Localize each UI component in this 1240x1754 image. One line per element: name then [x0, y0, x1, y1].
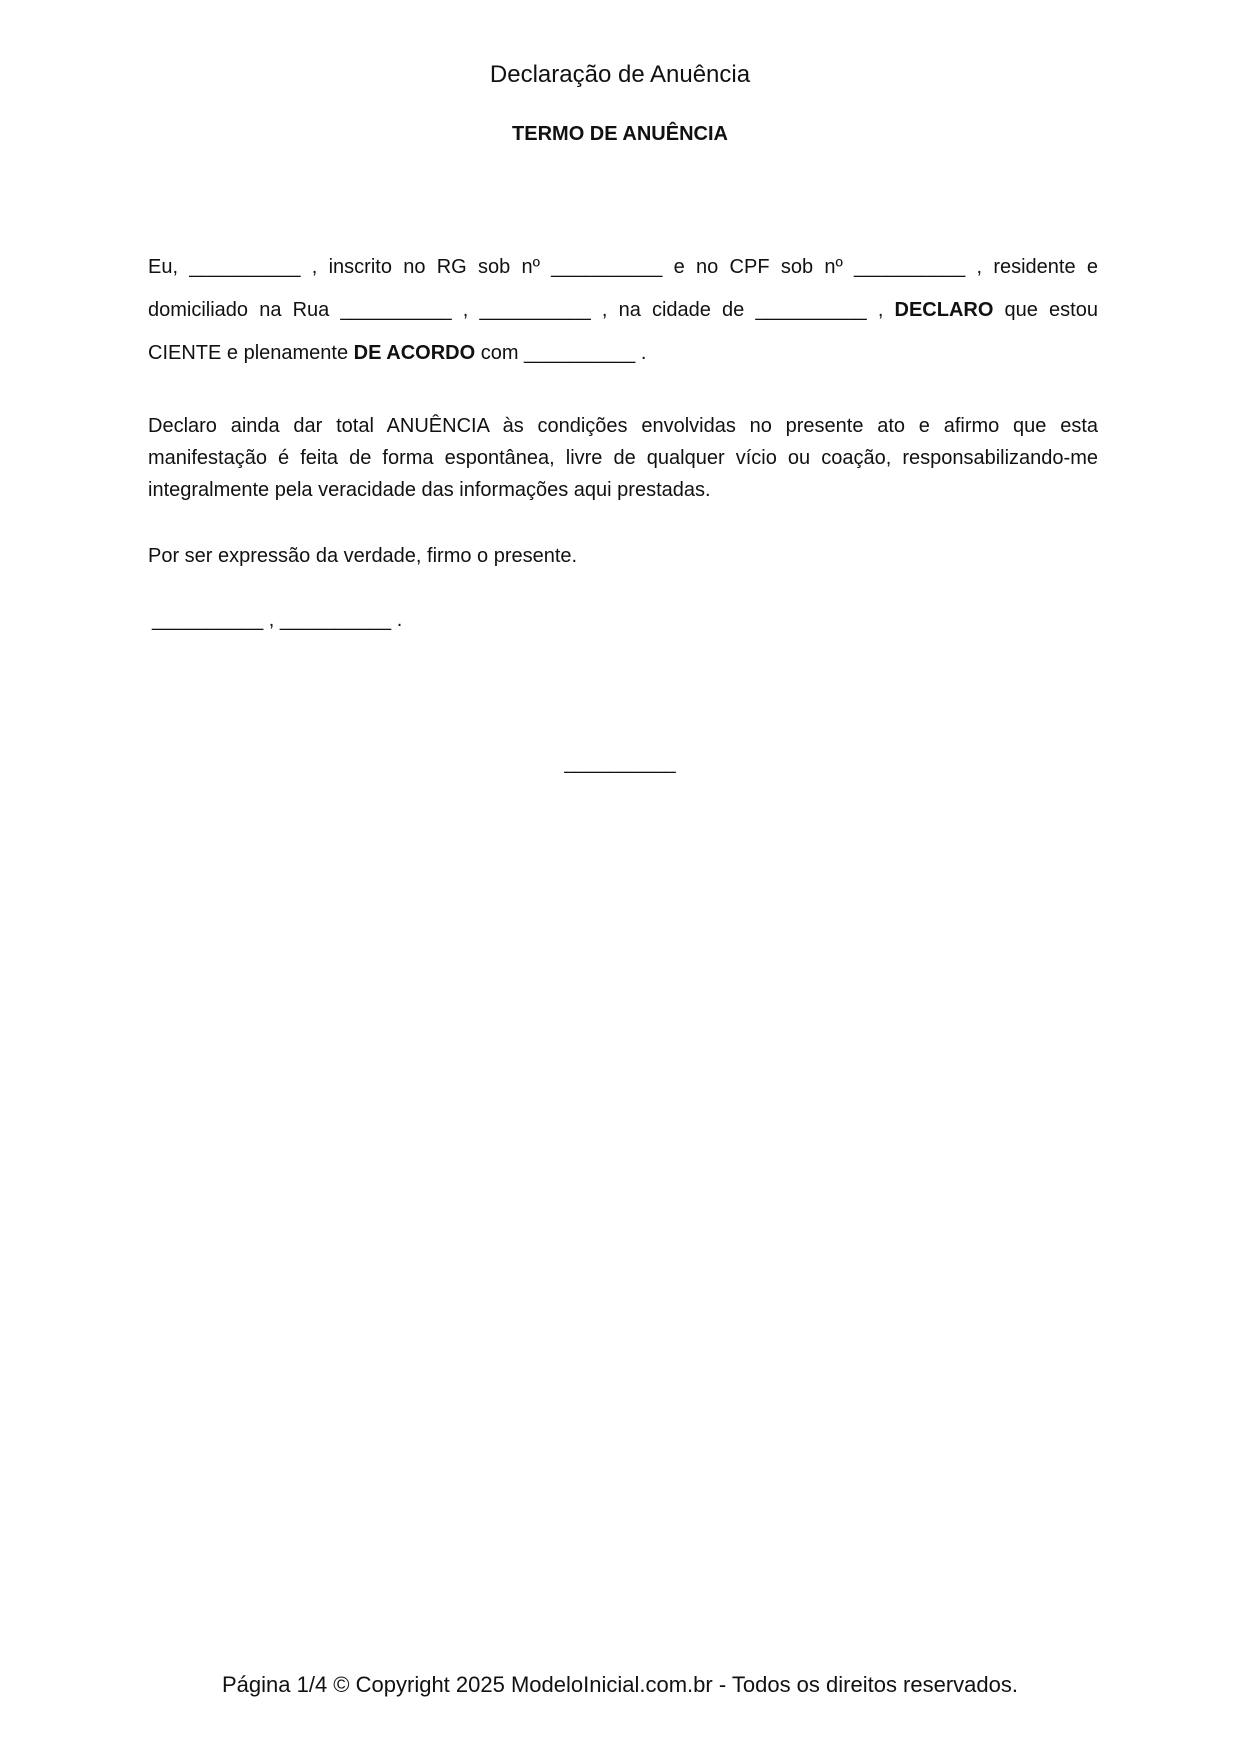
consent-paragraph: Declaro ainda dar total ANUÊNCIA às condições envolvidas no presente ato e afirmo que esta manifestação é feita de forma espontânea, livre de qualquer vício ou coação, responsabilizando-me integralmente pela veracidade das informações aqui prestadas.: [148, 415, 1098, 501]
signature-line: __________: [564, 752, 676, 774]
blank-place: __________: [152, 609, 264, 631]
text-segment: , inscrito no RG sob nº: [300, 256, 552, 278]
blank-name: __________: [189, 256, 301, 278]
text-segment: e no CPF sob nº: [662, 256, 855, 278]
place-date-line: [148, 604, 1102, 636]
page-footer: Página 1/4 © Copyright 2025 ModeloInicial.com.br - Todos os direitos reservados.: [222, 1672, 1018, 1697]
blank-subject: __________: [524, 342, 636, 364]
text-segment: , na cidade de: [590, 299, 756, 321]
text-segment: ,: [866, 299, 895, 321]
blank-date: __________: [279, 609, 392, 631]
text-segment: .: [391, 609, 403, 631]
document-heading: TERMO DE ANUÊNCIA: [512, 123, 728, 145]
closing-paragraph: Por ser expressão da verdade, firmo o presente.: [148, 545, 578, 567]
text-segment: .: [635, 342, 647, 364]
blank-street: __________: [340, 299, 452, 321]
text-segment: , residente e domiciliado na Rua: [148, 256, 1098, 321]
text-segment: com: [475, 342, 525, 364]
text-segment: Eu,: [148, 256, 190, 278]
text-segment: ,: [451, 299, 480, 321]
document-title: Declaração de Anuência: [489, 61, 751, 88]
declaration-paragraph: [148, 246, 1098, 375]
blank-number: __________: [479, 299, 591, 321]
blank-cpf: __________: [854, 256, 966, 278]
text-segment: que estou CIENTE e plenamente: [148, 299, 1098, 364]
blank-rg: __________: [551, 256, 663, 278]
de-acordo-bold: DE ACORDO: [353, 342, 476, 364]
text-segment: ,: [263, 609, 280, 631]
declaro-bold: DECLARO: [894, 299, 994, 321]
blank-city: __________: [755, 299, 867, 321]
